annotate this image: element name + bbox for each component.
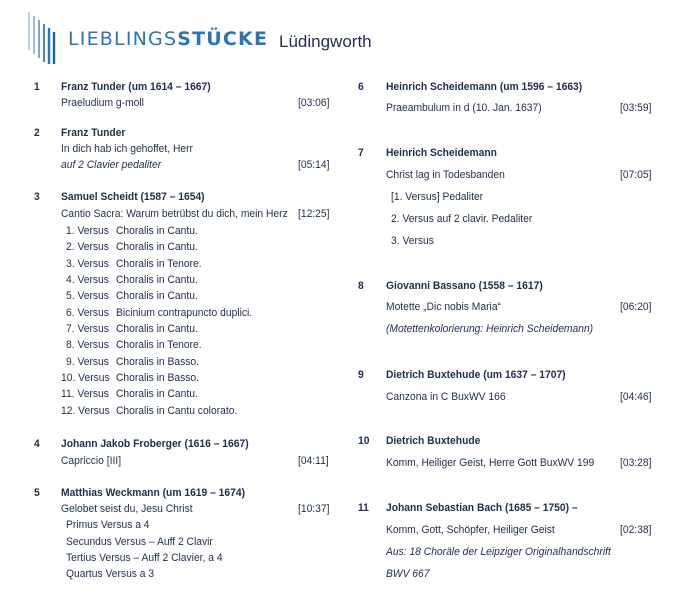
track-composer: Johann Sebastian Bach (1685 – 1750) –: [386, 502, 578, 514]
verse-label: 5. Versus: [66, 290, 109, 302]
track-composer: Matthias Weckmann (um 1619 – 1674): [61, 487, 246, 499]
verse-text: Choralis in Cantu.: [116, 323, 198, 335]
track-title: Christ lag in Todesbanden: [386, 169, 505, 181]
track-duration: [04:11]: [298, 455, 329, 467]
track-number: 7: [358, 147, 364, 159]
track-note: Aus: 18 Choräle der Leipziger Originalhandschrift: [386, 546, 611, 558]
logo-icon: [26, 10, 62, 66]
track-title: Gelobet seist du, Jesu Christ: [61, 503, 193, 515]
track-duration: [07:05]: [620, 169, 652, 181]
verse-text: Choralis in Cantu.: [116, 290, 198, 302]
track-composer: Dietrich Buxtehude (um 1637 – 1707): [386, 369, 566, 381]
track-duration: [02:38]: [620, 524, 652, 536]
verse-label: 12. Versus: [61, 405, 110, 417]
track-composer: Johann Jakob Froberger (1616 – 1667): [61, 438, 249, 450]
track-title: Motette „Dic nobis Maria“: [386, 301, 501, 313]
verse-label: 1. Versus: [66, 225, 109, 237]
track-duration: [06:20]: [620, 301, 652, 313]
track-composer: Samuel Scheidt (1587 – 1654): [61, 191, 205, 203]
track-composer: Franz Tunder (um 1614 – 1667): [61, 81, 211, 93]
track-number: 8: [358, 280, 364, 292]
verse-text: Choralis in Cantu.: [116, 274, 198, 286]
track-note: BWV 667: [386, 568, 430, 580]
verse-text: Choralis in Tenore.: [116, 258, 202, 270]
track-title: In dich hab ich gehoffet, Herr: [61, 143, 193, 155]
track-subsection: 2. Versus auf 2 clavir. Pedaliter: [391, 213, 533, 225]
track-number: 3: [34, 191, 40, 203]
verse-text: Choralis in Cantu.: [116, 225, 198, 237]
track-number: 4: [34, 438, 40, 450]
verse-text: Choralis in Cantu.: [116, 241, 198, 253]
track-duration: [10:37]: [298, 503, 330, 515]
track-subsection: Quartus Versus a 3: [66, 568, 155, 580]
track-duration: [12:25]: [298, 208, 330, 220]
track-number: 9: [358, 369, 364, 381]
verse-label: 9. Versus: [66, 356, 109, 368]
track-note: (Motettenkolorierung: Heinrich Scheidemann): [386, 323, 594, 335]
track-number: 11: [358, 502, 369, 514]
verse-text: Choralis in Basso.: [116, 356, 199, 368]
verse-label: 10. Versus: [61, 372, 110, 384]
track-composer: Dietrich Buxtehude: [386, 435, 481, 447]
verse-text: Choralis in Cantu.: [116, 388, 198, 400]
verse-label: 11. Versus: [61, 388, 109, 400]
verse-label: 4. Versus: [66, 274, 109, 286]
track-number: 6: [358, 81, 364, 93]
track-duration: [03:06]: [298, 97, 330, 109]
track-duration: [04:46]: [620, 391, 652, 403]
track-subsection: Primus Versus a 4: [66, 519, 150, 531]
verse-label: 8. Versus: [66, 339, 109, 351]
track-duration: [05:14]: [298, 159, 330, 171]
track-subsection: Secundus Versus – Auff 2 Clavir: [66, 536, 213, 548]
verse-text: Choralis in Tenore.: [116, 339, 202, 351]
brand-title: LIEBLINGSSTÜCKE: [68, 28, 269, 50]
track-composer: Franz Tunder: [61, 127, 126, 139]
verse-label: 2. Versus: [66, 241, 109, 253]
track-title: Cantio Sacra: Warum betrübst du dich, mein Herz: [61, 208, 288, 220]
track-subsection: 3. Versus: [391, 235, 434, 247]
verse-text: Choralis in Basso.: [116, 372, 199, 384]
track-subsection: [1. Versus] Pedaliter: [391, 191, 484, 203]
track-number: 2: [34, 127, 40, 139]
track-title: Komm, Gott, Schöpfer, Heiliger Geist: [386, 524, 555, 536]
track-composer: Giovanni Bassano (1558 – 1617): [386, 280, 543, 292]
track-title: Canzona in C BuxWV 166: [386, 391, 506, 403]
track-duration: [03:59]: [620, 102, 652, 114]
track-number: 5: [34, 487, 40, 499]
verse-text: Choralis in Cantu colorato.: [116, 405, 238, 417]
verse-label: 7. Versus: [66, 323, 109, 335]
verse-label: 3. Versus: [66, 258, 109, 270]
track-note: auf 2 Clavier pedaliter: [61, 159, 162, 171]
track-duration: [03:28]: [620, 457, 652, 469]
track-number: 1: [34, 81, 40, 93]
track-title: Praeambulum in d (10. Jan. 1637): [386, 102, 542, 114]
track-subsection: Tertius Versus – Auff 2 Clavier, a 4: [66, 552, 223, 564]
track-title: Praeludium g-moll: [61, 97, 144, 109]
track-composer: Heinrich Scheidemann: [386, 147, 497, 159]
track-title: Komm, Heiliger Geist, Herre Gott BuxWV 199: [386, 457, 595, 469]
track-number: 10: [358, 435, 370, 447]
track-title: Capriccio [III]: [61, 455, 122, 467]
verse-label: 6. Versus: [66, 307, 109, 319]
location-title: Lüdingworth: [279, 32, 372, 51]
verse-text: Bicinium contrapuncto duplici.: [116, 307, 253, 319]
track-composer: Heinrich Scheidemann (um 1596 – 1663): [386, 81, 583, 93]
